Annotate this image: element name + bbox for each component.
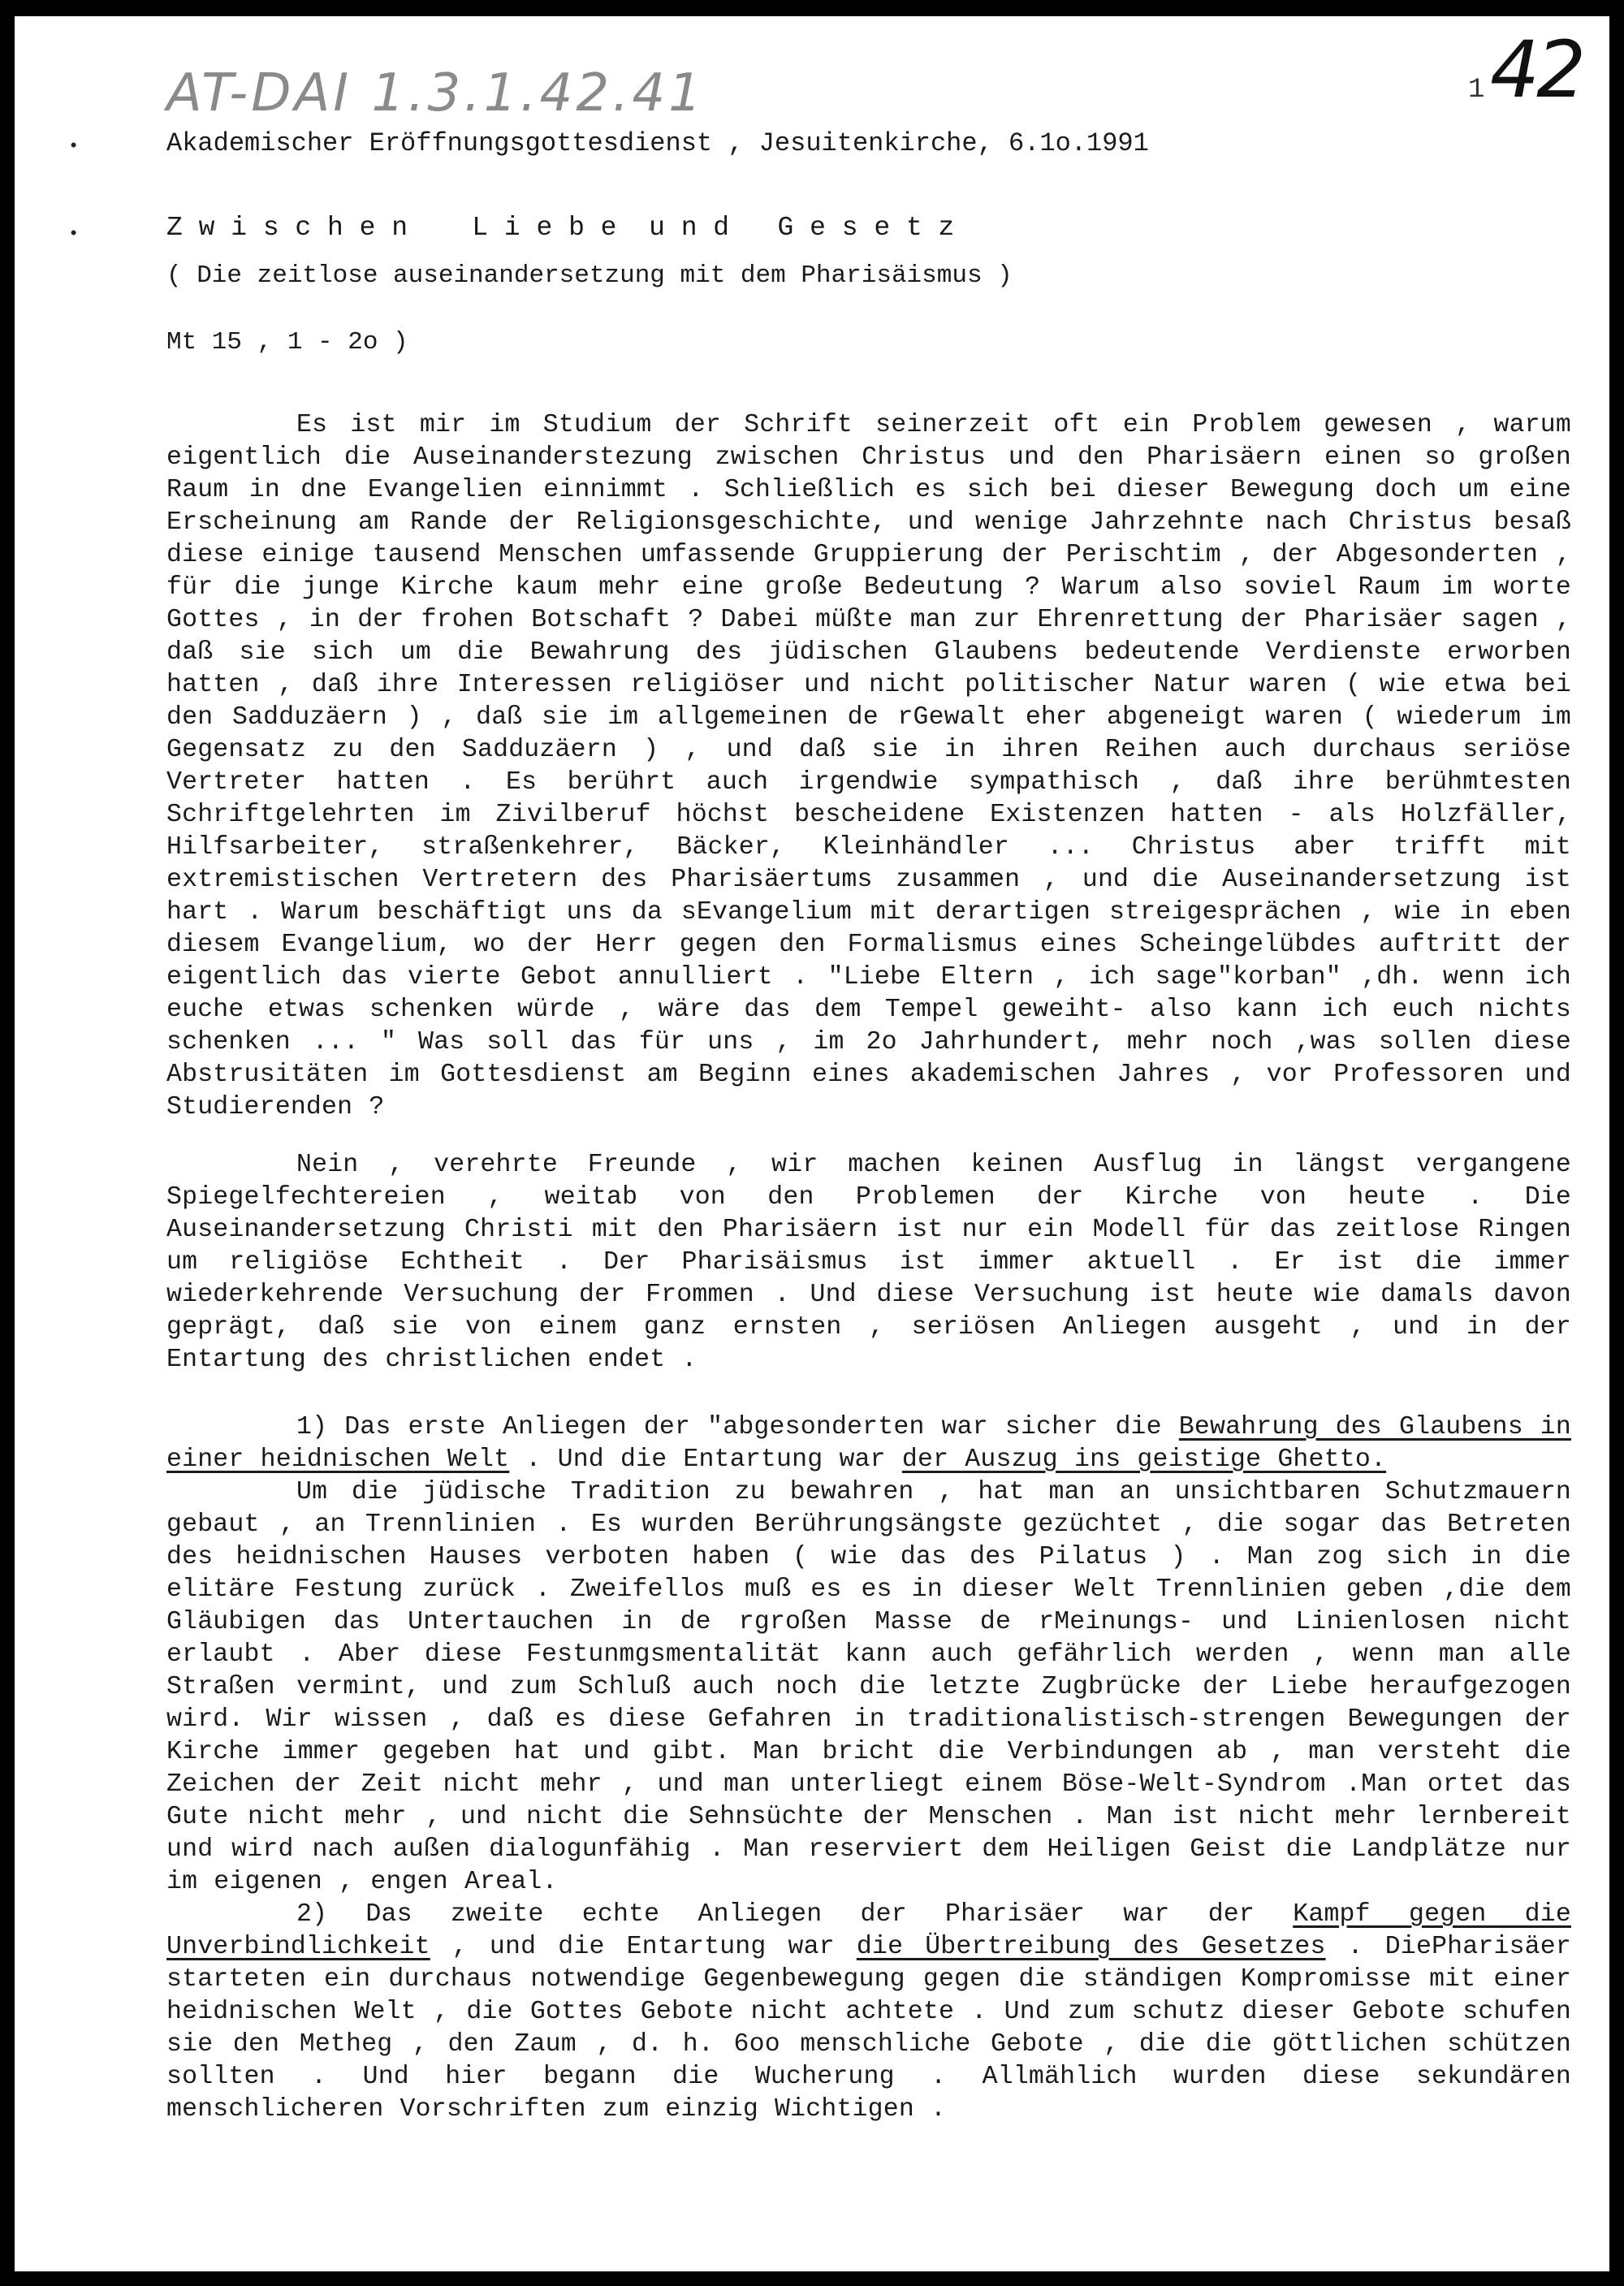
paragraph-4 bbox=[166, 1476, 1571, 1899]
underlined-phrase: der Auszug ins geistige Ghetto. bbox=[901, 1445, 1387, 1474]
paragraph-3 bbox=[166, 1411, 1571, 1476]
scan-border-top bbox=[0, 0, 1624, 16]
sermon-title: Z w i s c h e n L i e b e u n d G e s e t z bbox=[166, 213, 955, 243]
sermon-subtitle: ( Die zeitlose auseinandersetzung mit dem Pharisäismus ) bbox=[166, 261, 1013, 290]
underlined-phrase: Bewahrung des Glaubens in einer heidnischen Welt bbox=[166, 1413, 1572, 1474]
paragraph-2-text: Nein , verehrte Freunde , wir machen keinen Ausflug in längst vergangene Spiegelfechtereien , weitab von den Problemen der Kirche von heute . Die Auseinandersetzung Christi mit den Pharisäern ist nur ein Modell für das zeitlose Ringen um religiöse Echtheit . Der Pharisäismus ist immer aktuell . Er ist die immer wiederkehrende Versuchung der Frommen . Und diese Versuchung ist heute wie damals davon geprägt, daß sie von einem ganz ernsten , seriösen Anliegen ausgeht , und in der Entartung des christlichen endet . bbox=[166, 1151, 1571, 1374]
paragraph-5 bbox=[166, 1899, 1571, 2126]
paragraph-5-text: 2) Das zweite echte Anliegen der Pharisäer war der Kampf gegen die Unverbindlichkeit , und die Entartung war die Übertreibung des Gesetzes . DiePharisäer starteten ein durchaus notwendige Gegenbewegung gegen die ständigen Kompromisse mit einer heidnischen Welt , die Gottes Gebote nicht achtete . Und zum schutz dieser Gebote schufen sie den Metheg , den Zaum , d. h. 6oo menschliche Gebote , die die göttlichen schützen sollten . Und hier begann die Wucherung . Allmählich wurden diese sekundären menschlicheren Vorschriften zum einzig Wichtigen . bbox=[166, 1900, 1571, 2124]
paragraph-1-text: Es ist mir im Studium der Schrift seinerzeit oft ein Problem gewesen , warum eigentlich die Auseinanderstezung zwischen Christus und den Pharisäern einen so großen Raum in dne Evangelien einnimmt . Schließlich es sich bei dieser Bewegung doch um eine Erscheinung am Rande der Religionsgeschichte, und wenige Jahrzehnte nach Christus besaß diese einige tausend Menschen umfassende Gruppierung der Perischtim , der Abgesonderten , für die junge Kirche kaum mehr eine große Bedeutung ? Warum also soviel Raum im worte Gottes , in der frohen Botschaft ? Dabei müßte man zur Ehrenrettung der Pharisäer sagen , daß sie sich um die Bewahrung des jüdischen Glaubens bedeutende Verdienste erworben hatten , daß ihre Interessen religiöser und nicht politischer Natur waren ( wie etwa bei den Sadduzäern ) , daß sie im allgemeinen de rGewalt eher abgeneigt waren ( wiederum im Gegensatz zu den Sadduzäern ) , und daß sie in ihren Reihen auch durchaus seriöse Vertreter hatten . Es berührt auch irgendwie sympathisch , daß ihre berühmtesten Schriftgelehrten im Zivilberuf höchst bescheidene Existenzen hatten - als Holzfäller, Hilfsarbeiter, straßenkehrer, Bäcker, Kleinhändler ... Christus aber trifft mit extremistischen Vertretern des Pharisäertums zusammen , und die Auseinandersetzung ist hart . Warum beschäftigt uns da sEvangelium mit derartigen streigesprächen , wie in eben diesem Evangelium, wo der Herr gegen den Formalismus eines Scheingelübdes auftritt der eigentlich das vierte Gebot annulliert . "Liebe Eltern , ich sage"korban" ,dh. wenn ich euche etwas schenken würde , wäre das dem Tempel geweiht- also kann ich euch nichts schenken ... " Was soll das für uns , im 2o Jahrhundert, mehr noch ,was sollen diese Abstrusitäten im Gottesdienst am Beginn eines akademischen Jahres , vor Professoren und Studierenden ? bbox=[166, 411, 1571, 1121]
page-number-handwritten: 42 bbox=[1490, 24, 1583, 115]
margin-dot: • bbox=[68, 136, 80, 157]
scan-border-right bbox=[1609, 0, 1624, 2286]
paragraph-3-text: 1) Das erste Anliegen der "abgesonderten war sicher die Bewahrung des Glaubens in einer heidnischen Welt . Und die Entartung war der Auszug ins geistige Ghetto. bbox=[166, 1413, 1572, 1474]
scan-border-bottom bbox=[0, 2271, 1624, 2286]
page-number-printed: 1 bbox=[1468, 75, 1485, 106]
paragraph-4-text: Um die jüdische Tradition zu bewahren , hat man an unsichtbaren Schutzmauern gebaut , an Trennlinien . Es wurden Berührungsängste gezüchtet , die sogar das Betreten des heidnischen Hauses verboten haben ( wie das des Pilatus ) . Man zog sich in die elitäre Festung zurück . Zweifellos muß es es in dieser Welt Trennlinien geben ,die dem Gläubigen das Untertauchen in de rgroßen Masse de rMeinungs- und Linienlosen nicht erlaubt . Aber diese Festunmgsmentalität kann auch gefährlich werden , wenn man alle Straßen vermint, und zum Schluß auch noch die letzte Zugbrücke der Liebe heraufgezogen wird. Wir wissen , daß es diese Gefahren in traditionalistisch-strengen Bewegungen der Kirche immer gegeben hat und gibt. Man bricht die Verbindungen ab , man versteht die Zeichen der Zeit nicht mehr , und man unterliegt einem Böse-Welt-Syndrom .Man ortet das Gute nicht mehr , und nicht die Sehnsüchte der Menschen . Man ist nicht mehr lernbereit und wird nach außen dialogunfähig . Man reserviert dem Heiligen Geist die Landplätze nur im eigenen , engen Areal. bbox=[166, 1478, 1571, 1896]
underlined-phrase: die Übertreibung des Gesetzes bbox=[856, 1933, 1326, 1961]
underlined-phrase: Kampf gegen die Unverbindlichkeit bbox=[166, 1900, 1571, 1961]
paragraph-2 bbox=[166, 1149, 1571, 1376]
service-heading: Akademischer Eröffnungsgottesdienst , Jesuitenkirche, 6.1o.1991 bbox=[166, 128, 1149, 158]
scan-border-left bbox=[0, 0, 15, 2286]
scripture-reference: Mt 15 , 1 - 2o ) bbox=[166, 328, 408, 357]
paragraph-1 bbox=[166, 409, 1571, 1124]
archive-reference: AT-DAI 1.3.1.42.41 bbox=[166, 63, 705, 123]
margin-dot: • bbox=[68, 224, 80, 244]
